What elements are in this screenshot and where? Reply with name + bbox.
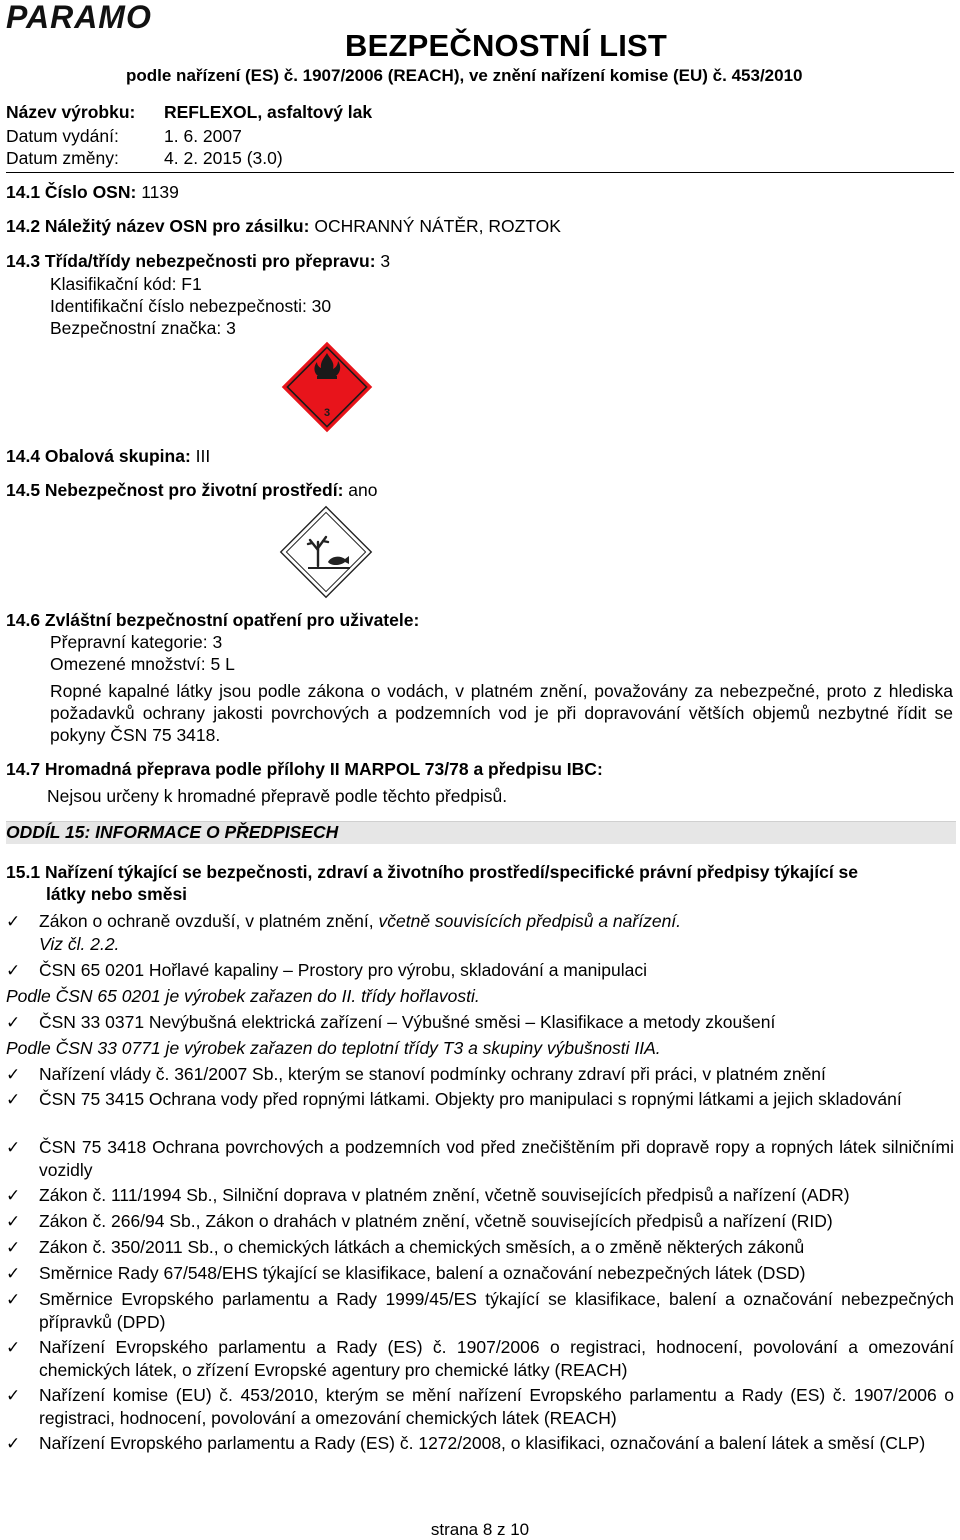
packing-group-value: III xyxy=(195,446,211,466)
regulation-dsd-text: Směrnice Rady 67/548/EHS týkající se klasifikace, balení a označování nebezpečných látek (DSD) xyxy=(39,1263,806,1283)
regulation-item-453-2010 xyxy=(6,1384,954,1430)
checkmark-icon: ✓ xyxy=(6,961,21,980)
change-date-row xyxy=(6,148,283,169)
environmental-hazard-row xyxy=(6,480,378,501)
limited-quantity: Omezené množství: 5 L xyxy=(50,654,235,674)
hazard-class-label: 14.3 Třída/třídy nebezpečnosti pro přepravu: xyxy=(6,251,376,271)
issue-date-row xyxy=(6,126,242,147)
checkmark-icon: ✓ xyxy=(6,1013,21,1032)
environment-hazard-pictogram xyxy=(278,504,374,600)
logo-wordmark: PARAMO xyxy=(6,0,152,34)
shipping-name-label: 14.2 Náležitý název OSN pro zásilku: xyxy=(6,216,310,236)
flammability-class-note: Podle ČSN 65 0201 je výrobek zařazen do II. třídy hořlavosti. xyxy=(6,986,480,1006)
shipping-name-row xyxy=(6,216,561,237)
regulation-111-1994-text: Zákon č. 111/1994 Sb., Silniční doprava v platném znění, včetně souvisejících předpisů a nařízení (ADR) xyxy=(39,1185,850,1205)
environmental-hazard-label: 14.5 Nebezpečnost pro životní prostředí: xyxy=(6,480,344,500)
un-number-value: 1139 xyxy=(141,182,179,202)
change-date-label: Datum změny: xyxy=(6,148,119,168)
checkmark-icon: ✓ xyxy=(6,1290,21,1309)
regulation-dpd-text: Směrnice Evropského parlamentu a Rady 1999/45/ES týkající se klasifikace, balení a označování nebezpečných přípravků (DPD) xyxy=(39,1289,954,1332)
checkmark-icon: ✓ xyxy=(6,1238,21,1257)
regulation-clp-text: Nařízení Evropského parlamentu a Rady (ES) č. 1272/2008, o klasifikaci, označování a balení látek a směsí (CLP) xyxy=(39,1433,926,1453)
regulation-item-reach xyxy=(6,1336,954,1382)
safety-label: Bezpečnostní značka: 3 xyxy=(50,318,236,338)
regulation-item-361-2007 xyxy=(6,1063,954,1086)
regulation-item-clp xyxy=(6,1432,954,1455)
shipping-name-value: OCHRANNÝ NÁTĚR, ROZTOK xyxy=(314,216,561,236)
regulation-csn-650201-text: ČSN 65 0201 Hořlavé kapaliny – Prostory pro výrobu, skladování a manipulaci xyxy=(39,960,647,980)
paramo-logo xyxy=(4,0,204,34)
hazard-id-number: Identifikační číslo nebezpečnosti: 30 xyxy=(50,296,332,316)
document-title: BEZPEČNOSTNÍ LIST xyxy=(345,28,668,63)
regulation-item-air-act xyxy=(6,910,954,956)
checkmark-icon: ✓ xyxy=(6,1338,21,1357)
regulations-number: 15.1 xyxy=(6,862,41,882)
un-number-label: 14.1 Číslo OSN: xyxy=(6,182,137,202)
issue-date-label: Datum vydání: xyxy=(6,126,119,146)
regulations-heading-line2: látky nebo směsi xyxy=(46,884,188,904)
checkmark-icon: ✓ xyxy=(6,1434,21,1453)
un-number-row xyxy=(6,182,179,203)
regulation-361-2007-text: Nařízení vlády č. 361/2007 Sb., kterým se stanoví podmínky ochrany zdraví při práci, v platném znění xyxy=(39,1064,826,1084)
change-date-value: 4. 2. 2015 (3.0) xyxy=(164,148,283,168)
regulation-350-2011-text: Zákon č. 350/2011 Sb., o chemických látkách a chemických směsích, a o změně některých zákonů xyxy=(39,1237,805,1257)
issue-date-value: 1. 6. 2007 xyxy=(164,126,242,146)
regulation-item-csn-753418 xyxy=(6,1136,954,1182)
checkmark-icon: ✓ xyxy=(6,1090,21,1109)
checkmark-icon: ✓ xyxy=(6,1212,21,1231)
regulation-266-94-text: Zákon č. 266/94 Sb., Zákon o drahách v platném znění, včetně souvisejících předpisů a nařízení (RID) xyxy=(39,1211,833,1231)
transport-category: Přepravní kategorie: 3 xyxy=(50,632,223,652)
regulation-csn-753415-text: ČSN 75 3415 Ochrana vody před ropnými látkami. Objekty pro manipulaci s ropnými látkami a jejich skladování xyxy=(39,1089,902,1109)
checkmark-icon: ✓ xyxy=(6,1386,21,1405)
special-precautions-heading: 14.6 Zvláštní bezpečnostní opatření pro uživatele: xyxy=(6,610,420,630)
checkmark-icon: ✓ xyxy=(6,1186,21,1205)
water-protection-paragraph: Ropné kapalné látky jsou podle zákona o vodách, v platném znění, považovány za nebezpečné, proto z hlediska požadavků ochrany jakosti povrchových a podzemních vod je při dopravování větších objemů nezbytné řídit se pokyny ČSN 75 3418. xyxy=(50,681,953,745)
document-subtitle: podle nařízení (ES) č. 1907/2006 (REACH), ve znění nařízení komise (EU) č. 453/2010 xyxy=(126,66,803,85)
regulation-item-dpd xyxy=(6,1288,954,1334)
regulations-title: Nařízení týkající se bezpečnosti, zdraví a životního prostředí/specifické právní předpisy týkající se xyxy=(44,862,859,882)
regulation-item-csn-330371 xyxy=(6,1011,954,1034)
checkmark-icon: ✓ xyxy=(6,1065,21,1084)
product-name-value: REFLEXOL, asfaltový lak xyxy=(164,102,373,122)
regulation-csn-330371-text: ČSN 33 0371 Nevýbušná elektrická zařízení – Výbušné směsi – Klasifikace a metody zkoušení xyxy=(39,1012,776,1032)
bulk-transport-heading: 14.7 Hromadná přeprava podle přílohy II MARPOL 73/78 a předpisu IBC: xyxy=(6,759,603,779)
environmental-hazard-value: ano xyxy=(348,480,378,500)
packing-group-row xyxy=(6,446,210,467)
regulation-item-csn-650201 xyxy=(6,959,954,982)
regulation-reach-text: Nařízení Evropského parlamentu a Rady (ES) č. 1907/2006 o registraci, hodnocení, povolování a omezování chemických látek, o zřízení Evropské agentury pro chemické látky (REACH) xyxy=(39,1337,954,1380)
regulation-csn-753418-text: ČSN 75 3418 Ochrana povrchových a podzemních vod před znečištěním při dopravě ropy a ropných látek silničními vozidly xyxy=(39,1137,954,1180)
regulations-heading-line1 xyxy=(6,862,858,883)
regulation-item-111-1994 xyxy=(6,1184,954,1207)
checkmark-icon: ✓ xyxy=(6,1264,21,1283)
regulation-air-act-ref: Viz čl. 2.2. xyxy=(39,934,120,954)
explosion-group-note: Podle ČSN 33 0771 je výrobek zařazen do teplotní třídy T3 a skupiny výbušnosti IIA. xyxy=(6,1038,661,1058)
section-15-header xyxy=(6,821,956,844)
hazard-class-row xyxy=(6,251,390,272)
pictogram-class-number: 3 xyxy=(323,407,331,419)
flammable-liquid-pictogram xyxy=(280,340,374,434)
header-divider xyxy=(6,172,954,173)
bulk-transport-text: Nejsou určeny k hromadné přepravě podle těchto předpisů. xyxy=(47,786,508,806)
checkmark-icon: ✓ xyxy=(6,912,21,931)
regulation-air-act-italic: včetně souvisících předpisů a nařízení. xyxy=(378,911,682,931)
regulation-453-2010-text: Nařízení komise (EU) č. 453/2010, kterým se mění nařízení Evropského parlamentu a Rady (ES) č. 1907/2006 o registraci, hodnocení, povolování a omezování chemických látek (REACH) xyxy=(39,1385,954,1428)
checkmark-icon: ✓ xyxy=(6,1138,21,1157)
flame-base xyxy=(317,376,337,379)
regulation-item-350-2011 xyxy=(6,1236,954,1259)
regulation-air-act-text: Zákon o ochraně ovzduší, v platném znění, xyxy=(39,911,379,931)
packing-group-label: 14.4 Obalová skupina: xyxy=(6,446,191,466)
regulation-item-csn-753415 xyxy=(6,1088,954,1111)
product-name-row xyxy=(6,102,372,123)
page-number: strana 8 z 10 xyxy=(430,1520,530,1539)
regulation-item-266-94 xyxy=(6,1210,954,1233)
hazard-class-value: 3 xyxy=(380,251,391,271)
product-name-label: Název výrobku: xyxy=(6,102,136,122)
classification-code: Klasifikační kód: F1 xyxy=(50,274,202,294)
section-15-title: ODDÍL 15: INFORMACE O PŘEDPISECH xyxy=(6,822,339,842)
regulation-item-dsd xyxy=(6,1262,954,1285)
environment-diamond xyxy=(281,507,372,598)
